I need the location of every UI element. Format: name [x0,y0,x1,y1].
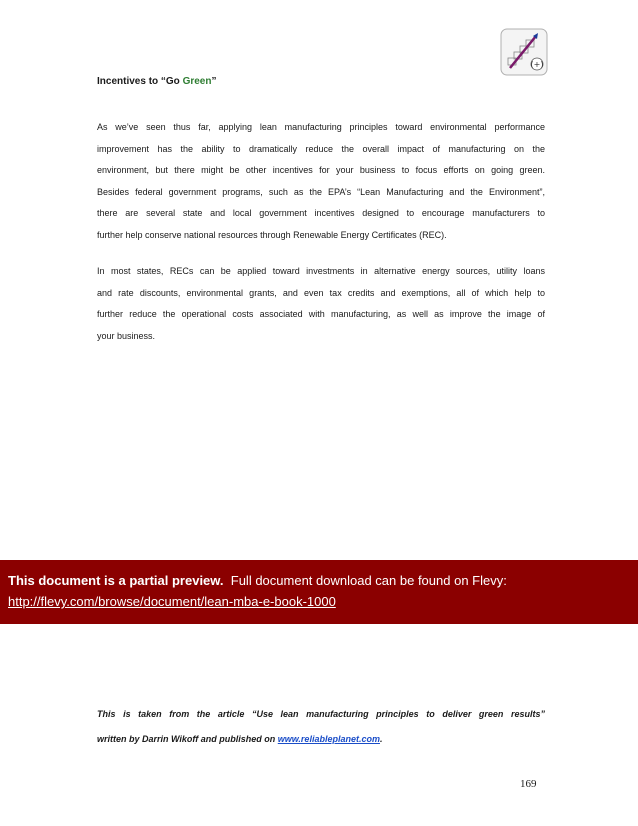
paragraph-line: and rate discounts, environmental grants, and even tax credits and exemptions, all of which help to [97,287,545,298]
growth-chart-plus-icon [500,28,548,76]
section-heading: Incentives to “Go Green” [97,76,217,87]
body-paragraph-2 [97,261,545,347]
paragraph-line: there are several state and local government incentives designed to encourage manufacturers to [97,208,545,218]
svg-text:(+): (+) [530,60,544,69]
preview-notice: This document is a partial preview. Full document download can be found on Flevy: [8,573,507,588]
paragraph-line: improvement has the ability to dramatically reduce the overall impact of manufacturing on the [97,143,545,154]
source-note-line2: written by Darrin Wikoff and published on www.reliableplanet.com. [97,734,383,744]
paragraph-line: In most states, RECs can be applied toward investments in alternative energy sources, utility loans [97,266,545,276]
page-number: 169 [520,778,537,790]
body-paragraph-1 [97,117,545,246]
reliableplanet-link[interactable]: www.reliableplanet.com [277,734,380,744]
source-note-line1: This is taken from the article “Use lean manufacturing principles to deliver green results” [97,709,545,719]
paragraph-line: further reduce the operational costs associated with manufacturing, as well as improve the image of [97,309,545,319]
paragraph-line: further help conserve national resources through Renewable Energy Certificates (REC). [97,229,447,240]
download-link[interactable]: http://flevy.com/browse/document/lean-mba-e-book-1000 [8,594,336,609]
paragraph-line: environment, but there might be other incentives for your business to focus efforts on going green. [97,165,545,175]
paragraph-line: As we’ve seen thus far, applying lean manufacturing principles toward environmental performance [97,122,545,132]
paragraph-line: your business. [97,330,156,341]
preview-banner [0,560,638,624]
paragraph-line: Besides federal government programs, such as the EPA’s “Lean Manufacturing and the Environment”, [97,186,545,197]
